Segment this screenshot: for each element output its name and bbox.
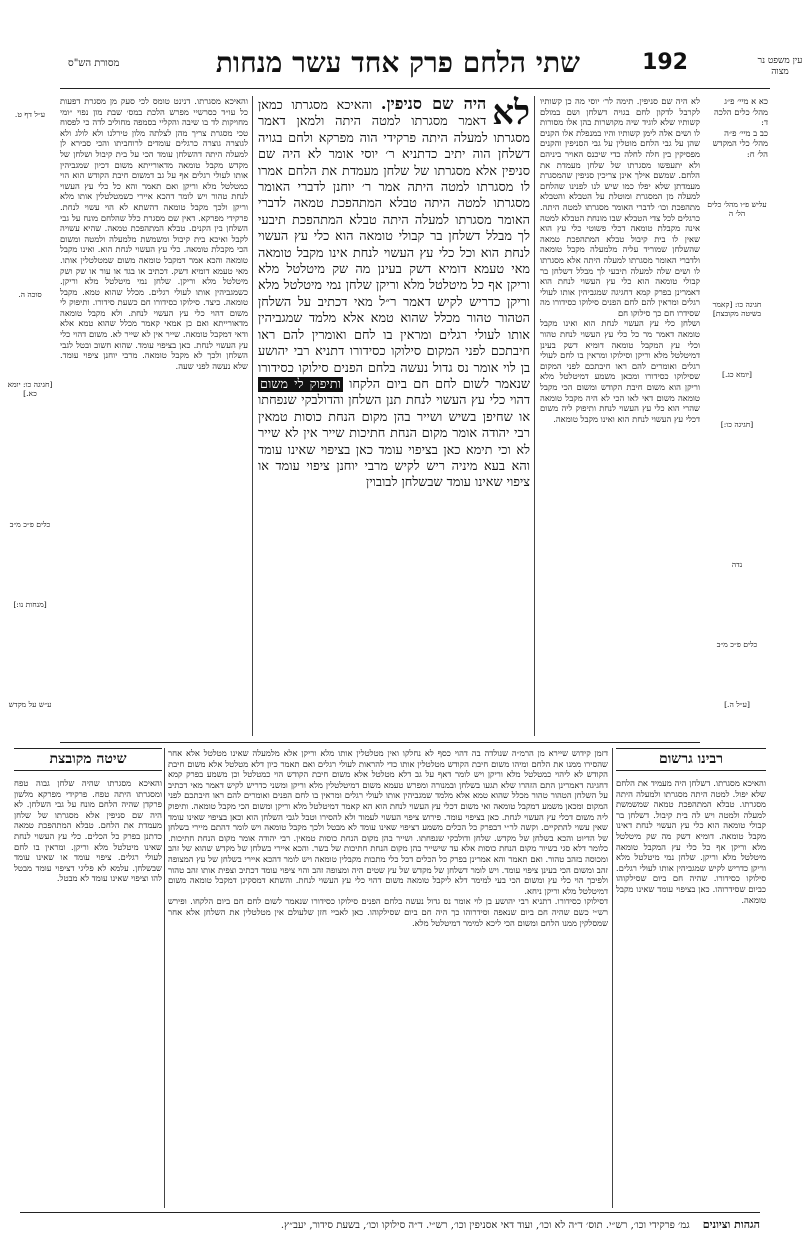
- ein-mishpat-label: עין משפט נר מצוה: [757, 56, 803, 77]
- gemara-text-after: דהוי כלי עץ העשוי לנחת תנן השלחן והדולבקי שנפחתו או שחיפן בשיש ושייר בהן מקום הנחת כוסות טמאין רבי יהודה אומר מקום הנחת חתיכות שייר אין לא שייר לא וכי תימא כאן בציפוי עומד כאן בציפוי שאינו עומד והא בעא מיניה ריש לקיש מרבי יוחנן ציפוי עומד או ציפוי שאינו עומד שבשלחן לבובוין: [258, 393, 530, 491]
- column-divider: [612, 748, 613, 1208]
- shitah-mekubetzet-text: והאיכא מסגרתו שהיה שלחן גבוה טפח ומסגרתו היתה טפח. פרקידי מפרקא מלשון פרקדן שהיה הלחם מונח על גבי השלחן. לא היה שם סניפין אלא מסגרתו של שלחן מעמדת את הלחם. טבלא המתהפכת טמאה כדתנן בפרק כל הכלים. כלי עץ העשוי לנחת שאינו מיטלטל מלא וריקן. ומראין בו לחם לעולי רגלים. ציפוי עומד או שאינו עומד שבשלחן. עלמא לא פליגי דציפוי עומד מבטל להו וציפוי שאינו עומד לא מבטל.: [14, 778, 162, 884]
- ein-mishpat-column: [706, 96, 768, 186]
- column-divider: [252, 96, 253, 736]
- rashi-text: לא היה שם סניפין. תימה לר׳ יוסי מה כן קשותיו לקרבל לדקון לחם בגויה דשלחן ושם במולם קשותיו שלא לוגיד שיה מקושרות בהן אלו מסורות לו ושים אלה לימן קשותיו והיו במנפלת אלו הקנים שהן על גבי הלחם מוטלין על גבי הסניפין והקנים מפסיקין בין חלה לחלה כדי שיכנס האויר ביניהם ולא יתעפשו מסגרתו של שלחן מעמדת את הלחם. שמשם אילך אינן צריכין סניפין שהמסגרת מעמדתן שלא יפלו כמו שיש לנו לפנינו שהלחם למעלה מן המסגרת ומוטלת על הטבלא והטבלא מתהפכת וכו׳ לדברי האומר מסגרתו למטה היתה. כרגלים לכל צדי הטבלא שבו מונחת הטבלא למטה אינה מקבלת טומאה דכלי פשוטי כלי עץ הוא שאין לו בית קיבול טבלא המתהפכת טמאה שהשלחן שמוריד עליה מלמעלה מקבל טומאה ולדברי האומר מסגרתו למעלה היתה אלא מסגרתו לו ושים שלה למעלה תיבעי לך מבלל דשלחן בר קבולי טומאה הוא כלי עץ העשוי לנחת הוא דאמרינן בפרק קמא דחגיגה שמגביהין אותו לעולי רגלים ומראין להם לחם הפנים סילוקו כסידורו מה שסידרו חם כך סילוקו חם: [540, 96, 700, 318]
- margin-note: כלים פ״כ מ״ב: [9, 520, 51, 529]
- page-footer: [20, 1218, 760, 1231]
- lower-commentary-text-continued: דסילוקו כסידורו. דתניא רבי יהושע בן לוי אומר נס גדול נעשה בלחם הפנים סילוקו כסידורו שנאמר לשום לחם חם ביום הלקחו. ופירש רש״י כשם שהיה חם ביום שנאפה וסידרוהו כך היה חם ביום שסילקוהו. כאן לאביי חזן שלעולם אין מטלטלין את השלחן אלא אחר שמסלקין ממנו הלחם ומשום הכי ליכא למימר דמיטלטל מלא.: [168, 896, 608, 928]
- header-rule: [60, 88, 770, 89]
- gemara-opening: היה שם סניפין.: [380, 94, 487, 113]
- margin-note: נדה: [731, 560, 743, 569]
- margin-note: [חגיגה כו: יומא כא.]: [7, 380, 53, 399]
- gemara-lead-word: לא: [492, 93, 530, 133]
- lower-commentary-text: דזמן קידוש שיירא מן הרמ״ה שנולדה בה דהוי כסף לא נחלקו ואין מטלטלין אותו מלא וריקן אלא מלמעלה שאינו מטלטל אלא אחר שהסירו ממנו את הלחם ומיהו משום חיבת הקודש מטלטלין אותו כדי להראות לעולי רגלים ואם תאמר כיון דלא מטלטל אלא משום חיבת הקודש לא ליהוי כמטלטל מלא וריקן ויש לומר דאף על גב דלא מטלטל אלא משום חיבת הקודש הוי כמטלטל וכן משמע בפרק קמא דחגיגה דאמרינן התם הזהרו שלא תגעו בשלחן ובמנורה ומפרש טעמא משום דמיטלטלין מלא וריקן ומשני כדריש לקיש דאמר מאי דכתיב על השלחן הטהור טהור מכלל שהוא טמא אלא מלמד שמגביהין אותו לעולי רגלים ומראין בו לחם הפנים ואומרים להם ראו חיבתכם לפני המקום ומכאן משמע דמקבל טומאה ואי משום דכלי עץ העשוי לנחת הוא הא קאמר דמיטלטל מלא וריקן ומשום הכי מקבל טומאה. ותיפוק ליה משום דכלי עץ העשוי לנחת. כאן בציפוי עומד. פירוש ציפוי העשוי לעמוד ולא להסירו וטבל לגבי השלחן הוא וכאן בציפוי שאינו עומד שאין עשוי להתקיים. וקשה לר״י דבפרק כל הכלים משמע דציפוי שאינו עומד לא מבטל ולכך מקבל טומאה ויש לומר דהתם מיירי בשלחן של הדיוט והכא בשלחן של מקדש. שלחן ודולבקי שנפחתו. ושייר בהן מקום הנחת כוסות טמאין. רבי יהודה אומר מקום הנחת חתיכות. כלומר דלא סגי בשיור מקום הנחת כוסות אלא עד שישייר בהן מקום הנחת חתיכות של בשר. והכא איירי בשלחן של מקדש שהוא של זהב ומכוסה בזהב טהור. ואם תאמר והא אמרינן בפרק כל הכלים דכל כלי מתכות מקבלין טומאה ויש לומר דהכא איירי בשלחן של עץ המצופה זהב ומשום הכי בעינן ציפוי עומד. ויש לומר דשלחן של מקדש של עץ שטים היה ומצופה זהב והוי ציפוי עומד דכתיב וצפית אותו זהב טהור ולפיכך הוי כלי עץ ומשום הכי בעי למימר דלא ליקבל טומאה משום דהוי כלי עץ העשוי לנחת. והשתא דמסקינן דמקבל טומאה משום דמיטלטל מלא וריקן ניחא.: [167, 748, 608, 896]
- tosafot-commentary: [60, 96, 248, 736]
- ein-mishpat-entry: כב ב מיי׳ פ״ה מהל׳ כלי המקדש הל׳ ח:: [712, 127, 768, 159]
- rashi-text-continued: ושלחן כלי עץ העשוי לנחת הוא ואינו מקבל טומאה דאמר מר כל כלי עץ העשוי לנחת טהור וכלי עץ המקבל טומאה דומיא דשק בעינן דמיטלטל מלא וריקן וסילוקו ומראין בו לחם לעולי רגלים ואומרים להם ראו חיבתכם לפני המקום שסילוקו כסידורו ומכאן משמע דמיטלטל מלא וריקן הוא משום חיבת הקודש ומשום הכי מקבל טומאה משום דאי לאו הכי לא היה מקבל טומאה שהרי הוא כלי עץ העשוי לנחת ותיפוק ליה משום דכלי עץ העשוי לנחת הוא ואינו מקבל טומאה.: [540, 318, 700, 424]
- column-divider: [534, 96, 535, 736]
- mesorat-hashas-label: מסורת הש"ס: [68, 58, 120, 69]
- gemara-highlighted-phrase: ותיפוק לי משום: [260, 376, 341, 392]
- margin-note: עליש פ״ו מהל׳ כלים הל׳ ה: [707, 200, 767, 219]
- lower-commentary: [168, 748, 608, 1208]
- tosafot-text: והאיכא מסגרתו. דנינט טומס לכי סעק מן מסגרת דפעות כל עו״ד כסרשיי מפרש הלכת במס׳ שבת מון נפוי ״ומי מחויקות לד בו שיבה והקליי בסמפה מחוליב לדה כי לפסוח טכי מסגרת צריך מהן לצלתה מלון טירלנו ולא לולג ולא לגוצרה גוצרה כרגלים עומדים לרוחביתו והכי סבירא לן למעלה היתה דהשלחן עומד הכי על בית קיבול ושלחן של מקדש מקבל טומאה מדאורייתא משום דכיון שמגביהין אותו לעולי רגלים אף על גב דמשום חיבת הקודש הוא הוי כמטלטל מלא וריקן ואם תאמר והא כל כלי עץ העשוי לנחת טהור ויש לומר דהכא איירי כשמטלטלין אותו מלא וריקן ולכך מקבל טומאה דהשתא לא הוי עשוי לנחת. פרקידי מפרקא. דאין שם מסגרת כלל שהלחם מונח על גבי השלחן בין הקנים. טבלא המתהפכת טמאה. שהיא עשויה לקבל ואיכא בית קיבול ומשמשת מלמעלה ולמטה ומשום הכי מקבלת טומאה. כלי עץ העשוי לנחת הוא. ואינו מקבל טומאה והכא אמר דמקבל טומאה משום שמטלטלין אותו. מאי טעמא דומיא דשק. דכתיב או בגד או עור או שק ושק מיטלטל מלא וריקן. שלחן נמי מיטלטל מלא וריקן. כשמגביהין אותו לעולי רגלים. מכלל שהוא טמא. מקבל טומאה. כיצד. סילוקו כסידורו חם כשעת סידורו. ותיפוק לי משום דהוי כלי עץ העשוי לנחת. ולא מקבל טומאה מדאורייתא ואם כן אמאי קאמר מכלל שהוא טמא אלא ודאי דמקבל טומאה. שייר אין לא שייר לא. משום דהוי כלי עץ העשוי לנחת. כאן בציפוי עומד. שהוא חשוב ובטל לגבי השלחן ולכך לא מקבל טומאה. מרבי יוחנן ציפוי עומד. שלא נעשה לפני שעה.: [60, 96, 248, 371]
- margin-note: [מנחות נו:]: [13, 600, 47, 609]
- rashi-commentary: [540, 96, 700, 736]
- ein-mishpat-entry: כא א מיי׳ פ״ג מהל׳ כלים הלכה ד:: [713, 96, 768, 128]
- rabbeinu-gershom-commentary: [616, 778, 766, 1208]
- margin-note: [ע״ל ה.]: [724, 700, 750, 709]
- shitah-mekubetzet-heading: שיטה מקובצת: [14, 748, 162, 771]
- margin-note: כלים פ״כ מ״ב: [716, 640, 758, 649]
- gemara-text-block: [258, 93, 530, 636]
- margin-note: [חגיגה כו:]: [720, 420, 754, 429]
- rabbeinu-gershom-heading: רבינו גרשום: [616, 748, 766, 771]
- footer-rule: [20, 1212, 760, 1213]
- footer-tag: הגהות וציונים: [702, 1218, 760, 1231]
- margin-note: חגיגה כו: [קאמר בשיטה מקובצת]: [712, 300, 762, 319]
- margin-note: [יומא כג.]: [722, 370, 752, 379]
- margin-note: ע״ל דף ט.: [14, 110, 46, 119]
- page-number: 192: [642, 50, 688, 75]
- footer-text: גמ׳ פרקידי וכו׳, רש״י. תוס׳ ד״ה לא וכו׳, ועוד דאי אסניפין וכו׳, רש״י. ד״ה סילוקו וכו׳, בשעת סידור, יעב״ץ.: [280, 1220, 690, 1231]
- shitah-mekubetzet-commentary: [14, 778, 162, 1208]
- page-title: שתי הלחם פרק אחד עשר מנחות: [215, 46, 580, 79]
- section-rule: [60, 742, 700, 743]
- rabbeinu-gershom-text: והאיכא מסגרתו. דשלחן היה מעמיד את הלחם שלא יפול. למטה היתה מסגרתו ולמעלה היתה מסגרתו. טבלא המתהפכת טמאה שמשמשת למעלה ולמטה ויש לה בית קיבול. דשלחן בר קבולי טומאה הוא כלי עץ העשוי לנחת דאינו מקבל טומאה. דומיא דשק מה שק מיטלטל מלא וריקן אף כל כלי עץ המקבל טומאה מיטלטל מלא וריקן. שלחן נמי מיטלטל מלא וריקן כדריש לקיש שמגביהין אותו לעולי רגלים. סילוקו כסידורו. שהיה חם ביום שסילקוהו כביום שסידרוהו. כאן בציפוי עומד שאינו מקבל טומאה.: [616, 778, 766, 905]
- page-header: [60, 44, 803, 84]
- gemara-text: והאיכא מסגרתו כמאן דאמר מסגרתו למטה היתה ולמאן דאמר מסגרתו למעלה היתה פרקידי הוה מפרקא ולחם בגויה דשלחן הוה יתיב כדתניא ר׳ יוסי אומר לא היה שם סניפין אלא מסגרתו של שלחן מעמדת את הלחם אמרו לו מסגרתו למטה היתה אמר ר׳ יוחנן לדברי האומר מסגרתו למטה היתה טבלא המתהפכת טמאה לדברי האומר מסגרתו למעלה היתה טבלא המתהפכת תיבעי לך מבלל דשלחן בר קבולי טומאה הוא כלי עץ העשוי לנחת הוא וכל כלי עץ העשוי לנחת אינו מקבל טומאה מאי טעמא דומיא דשק בעינן מה שק מיטלטל מלא וריקן אף כל מיטלטל מלא וריקן שלחן נמי מיטלטל מלא וריקן כדריש לקיש דאמר ר״ל מאי דכתיב על השלחן הטהור טהור מכלל שהוא טמא אלא מלמד שמגביהין אותו לעולי רגלים ומראין בו לחם ואומרין להם ראו חיבתכם לפני המקום סילוקו כסידורו דתניא רבי יהושע בן לוי אומר נס גדול נעשה בלחם הפנים סילוקו כסידורו שנאמר לשום לחם חם ביום הלקחו: [258, 98, 530, 392]
- margin-note: ע״ש על מקדש: [8, 700, 52, 709]
- column-divider: [164, 748, 165, 1208]
- margin-note: סוכה ה.: [18, 290, 42, 299]
